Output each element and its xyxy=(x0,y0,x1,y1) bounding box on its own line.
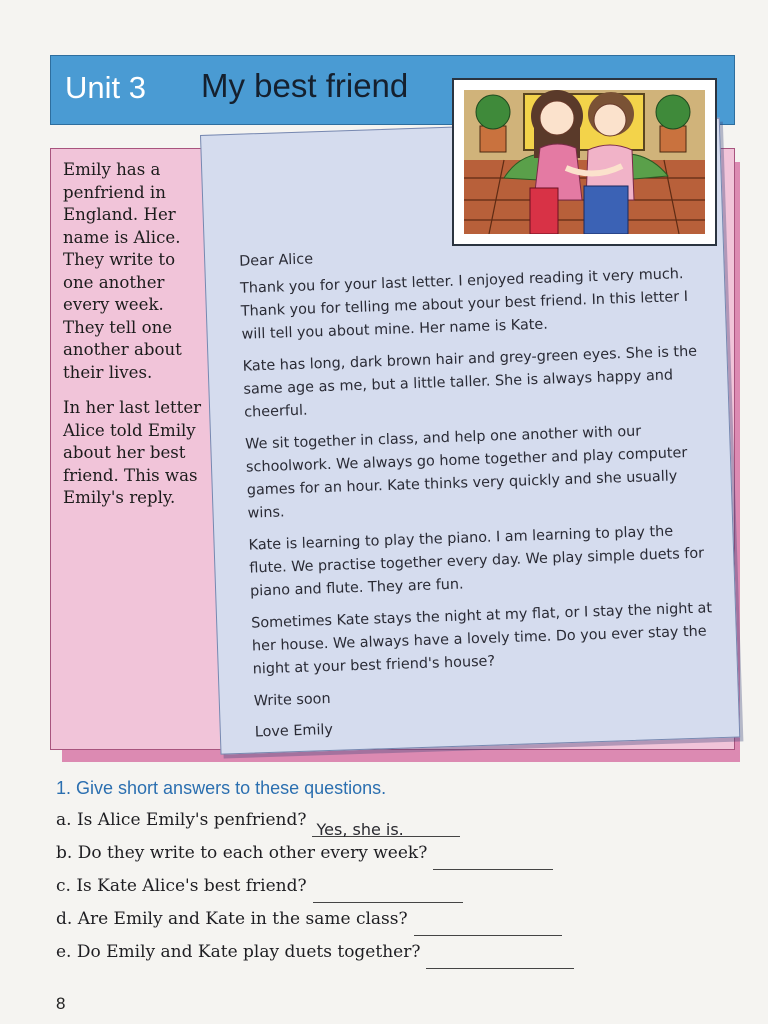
exercise-title: 1. Give short answers to these questions. xyxy=(56,778,387,798)
intro-text xyxy=(63,159,203,523)
question-text: a. Is Alice Emily's penfriend? xyxy=(56,810,307,830)
question-text: c. Is Kate Alice's best friend? xyxy=(56,876,307,896)
letter-closing: Write soon xyxy=(253,690,331,710)
unit-number: Unit 3 xyxy=(65,70,146,105)
letter-paragraph: Kate has long, dark brown hair and grey-green eyes. She is the same age as me, but a little taller. She is always happy and cheerful. xyxy=(242,343,698,421)
two-girls-picture xyxy=(452,78,717,246)
answer-line-e[interactable] xyxy=(426,946,574,969)
answer-line-b[interactable] xyxy=(433,847,553,870)
question-e xyxy=(56,936,616,969)
question-a xyxy=(56,804,616,837)
question-text: b. Do they write to each other every week? xyxy=(56,843,428,863)
question-d xyxy=(56,903,616,936)
letter-paragraph: Sometimes Kate stays the night at my flat, or I stay the night at her house. We always have a lovely time. Do you ever stay the night at your best friend's house? xyxy=(250,600,713,678)
answer-line-d[interactable] xyxy=(414,913,562,936)
letter-paragraph: We sit together in class, and help one another with our schoolwork. We always go home together and play computer games for an hour. Kate thinks very quickly and she usually wins. xyxy=(245,423,688,522)
exercise-questions xyxy=(56,778,616,969)
intro-paragraph: In her last letter Alice told Emily about her best friend. This was Emily's reply. xyxy=(63,398,202,507)
letter-signoff: Love Emily xyxy=(254,721,334,741)
answer-text xyxy=(426,952,430,971)
letter-greeting: Dear Alice xyxy=(238,251,314,270)
question-text: e. Do Emily and Kate play duets together? xyxy=(56,942,421,962)
answer-line-a[interactable] xyxy=(312,814,460,837)
unit-title: My best friend xyxy=(201,67,409,104)
answer-text: Yes, she is. xyxy=(316,820,404,839)
letter-paragraph: Thank you for your last letter. I enjoyed reading it very much. Thank you for telling me about your best friend. In this letter I will tell you about mine. Her name is Kate. xyxy=(239,266,689,343)
letter-paragraph: Kate is learning to play the piano. I am learning to play the flute. We practise together every day. We play simple duets for piano and flute. They are fun. xyxy=(248,523,705,600)
answer-line-c[interactable] xyxy=(313,880,463,903)
intro-paragraph: Emily has a penfriend in England. Her name is Alice. They write to one another every week. They tell one another about their lives. xyxy=(63,160,182,382)
two-girls-sitting-together-icon xyxy=(464,90,705,234)
question-b xyxy=(56,837,616,870)
question-c xyxy=(56,870,616,903)
letter-body xyxy=(239,235,717,753)
page-number: 8 xyxy=(56,994,66,1013)
question-text: d. Are Emily and Kate in the same class? xyxy=(56,909,408,929)
